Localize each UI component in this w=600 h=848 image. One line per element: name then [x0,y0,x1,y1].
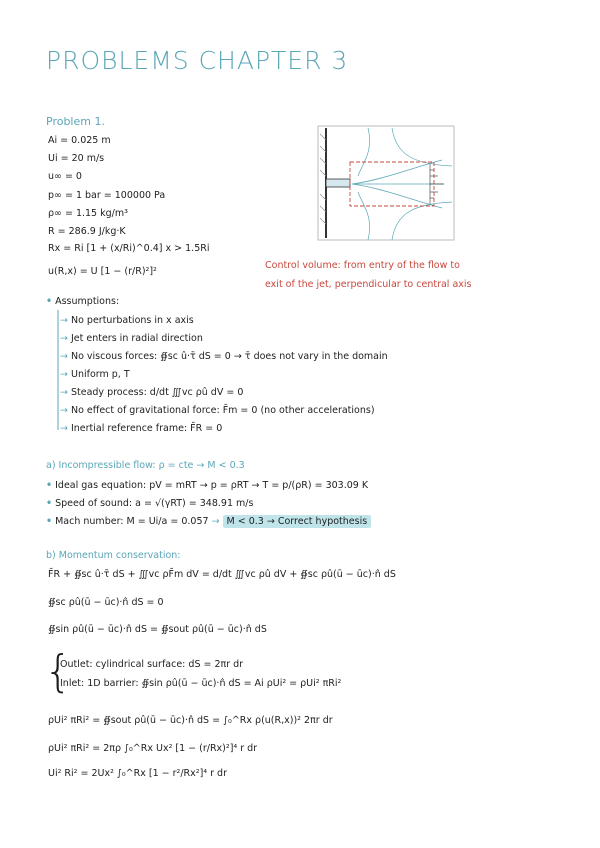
given-rhoinf: ρ∞ = 1.15 kg/m³ [48,208,128,219]
given-ai: Ai = 0.025 m [48,135,111,146]
momentum-substituted: ρUi² πRi² = 2πρ ∫₀^Rx Ux² [1 − (r/Rx)²]⁴ r dr [48,743,258,754]
part-a-heading: a) Incompressible flow: ρ = cte → M < 0.3 [46,460,245,471]
part-b-heading: b) Momentum conservation: [46,550,181,561]
assumption-5: → Steady process: d/dt ∭vc ρû dV = 0 [60,387,244,398]
inlet-line: Inlet: 1D barrier: ∯sin ρû(ū − ūc)·n̂ dS = Ai ρUi² = ρUi² πRi² [60,678,342,689]
speed-of-sound-line: • Speed of sound: a = √(γRT) = 348.91 m/s [46,498,254,509]
control-volume-line-1: Control volume: from entry of the flow to [265,260,460,271]
given-uinf: u∞ = 0 [48,171,82,182]
assumption-6: → No effect of gravitational force: F̄m = 0 (no other accelerations) [60,405,375,416]
page-title: PROBLEMS CHAPTER 3 [46,46,349,75]
assumption-1: → No perturbations in x axis [60,315,194,326]
mach-number-line: • Mach number: M = Ui/a = 0.057 → M < 0.3 → Correct hypothesis [46,516,371,527]
assumption-4: → Uniform p, T [60,369,130,380]
assumptions-heading: • Assumptions: [46,296,120,307]
assumption-2: → Jet enters in radial direction [60,333,203,344]
momentum-equation: F̄R + ∯sc û·τ̄ dS + ∭vc ρF̄m dV = d/dt ∭vc ρû dV + ∯sc ρû(ū − ūc)·n̂ dS [48,569,396,580]
momentum-in-out: ∯sin ρû(ū − ūc)·n̂ dS = ∯sout ρû(ū − ūc)·n̂ dS [48,624,267,635]
given-pinf: p∞ = 1 bar = 100000 Pa [48,190,166,201]
given-rx: Rx = Ri [1 + (x/Ri)^0.4] x > 1.5Ri [48,243,210,254]
curly-brace: { [44,646,72,697]
given-ui: Ui = 20 m/s [48,153,105,164]
ideal-gas-line: • Ideal gas equation: pV = mRT → p = ρRT → T = p/(ρR) = 303.09 K [46,480,369,491]
momentum-zero-flux: ∯sc ρû(ū − ūc)·n̂ dS = 0 [48,597,164,608]
assumption-3: → No viscous forces: ∯sc û·τ̄ dS = 0 → τ̄ does not vary in the domain [60,351,388,362]
jet-sketch [312,124,462,244]
given-u-profile: u(R,x) = U [1 − (r/R)²]² [48,266,157,277]
outlet-line: Outlet: cylindrical surface: dS = 2πr dr [60,659,244,670]
hypothesis-highlight: M < 0.3 → Correct hypothesis [223,515,372,528]
momentum-outlet-integral: ρUi² πRi² = ∯sout ρû(ū − ūc)·n̂ dS = ∫₀^Rx ρ(u(R,x))² 2πr dr [48,715,333,726]
problem-heading: Problem 1. [46,115,105,128]
momentum-simplified: Ui² Ri² = 2Ux² ∫₀^Rx [1 − r²/Rx²]⁴ r dr [48,768,227,779]
control-volume-line-2: exit of the jet, perpendicular to central axis [265,279,472,290]
given-r: R = 286.9 J/kg·K [48,226,126,237]
assumption-7: → Inertial reference frame: F̄R = 0 [60,423,223,434]
